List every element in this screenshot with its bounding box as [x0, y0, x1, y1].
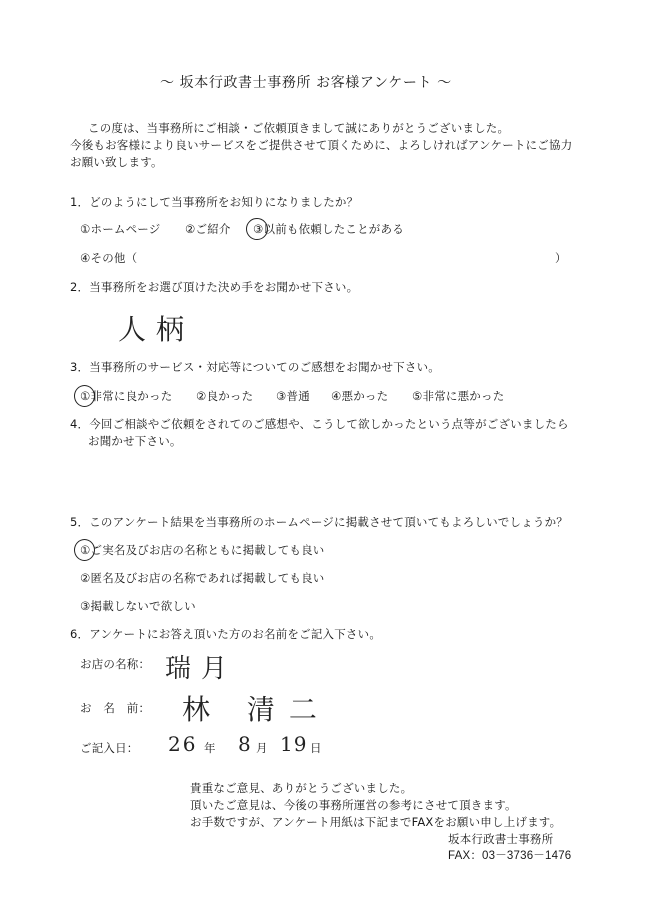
date-day-handwritten: 19 [280, 732, 308, 756]
closing-line-1: 貴重なご意見、ありがとうございました。 [190, 781, 413, 795]
q3-option-1: ①非常に良かった [80, 389, 173, 403]
q1-option-other: ④その他（ [80, 251, 138, 265]
customer-name-handwritten: 林 清二 [182, 693, 331, 726]
intro-line-2: 今後もお客様により良いサービスをご提供させて頂くために、よろしければアンケートにご協力 [70, 138, 573, 152]
q5-option-3: ③掲載しないで欲しい [80, 599, 196, 613]
office-name: 坂本行政書士事務所 [448, 832, 554, 846]
q3-option-3: ③普通 [276, 389, 310, 403]
q5-selected-circle [74, 539, 95, 561]
q3-selected-circle [74, 385, 95, 407]
q5-option-1: ①ご実名及びお店の名称ともに掲載しても良い [80, 543, 325, 557]
q5-option-2: ②匿名及びお店の名称であれば掲載しても良い [80, 571, 325, 585]
q4-question-line-2: お聞かせ下さい。 [88, 434, 182, 448]
date-year-unit: 年 [204, 741, 216, 755]
q6-question: 6．アンケートにお答え頂いた方のお名前をご記入下さい。 [70, 627, 382, 641]
closing-line-3: お手数ですが、アンケート用紙は下記までFAXをお願い申し上げます。 [190, 815, 562, 829]
date-label: ご記入日： [80, 741, 139, 755]
q3-option-4: ④悪かった [331, 389, 389, 403]
customer-name-label: お 名 前： [80, 701, 151, 715]
q1-selected-circle [246, 218, 268, 240]
q2-handwritten-answer: 人柄 [118, 313, 195, 346]
q3-option-5: ⑤非常に悪かった [412, 389, 505, 403]
closing-line-2: 頂いたご意見は、今後の事務所運営の参考にさせて頂きます。 [190, 798, 517, 812]
fax-number: FAX：03－3736－1476 [448, 850, 572, 862]
q1-question: 1．どのようにして当事務所をお知りになりましたか？ [70, 195, 359, 209]
q3-option-2: ②良かった [196, 389, 254, 403]
q1-option-previous: ③以前も依頼したことがある [253, 222, 404, 236]
q4-question-line-1: 4．今回ご相談やご依頼をされてのご感想や、こうして欲しかったという点等がございましたら [70, 417, 569, 431]
q2-question: 2．当事務所をお選び頂けた決め手をお聞かせ下さい。 [70, 280, 359, 294]
date-month-unit: 月 [256, 741, 268, 755]
date-year-handwritten: 26 [168, 732, 198, 756]
intro-line-1: この度は、当事務所にご相談・ご依頼頂きまして誠にありがとうございました。 [88, 121, 510, 135]
q1-option-homepage: ①ホームページ [80, 222, 161, 236]
intro-line-3: お願い致します。 [70, 155, 163, 169]
shop-name-label: お店の名称： [80, 657, 151, 671]
date-month-handwritten: 8 [238, 732, 253, 756]
date-day-unit: 日 [310, 741, 322, 755]
page-title: 〜 坂本行政書士事務所 お客様アンケート 〜 [160, 75, 452, 91]
q1-option-referral: ②ご紹介 [185, 222, 231, 236]
shop-name-handwritten: 瑞月 [165, 654, 238, 684]
q3-question: 3．当事務所のサービス・対応等についてのご感想をお聞かせ下さい。 [70, 360, 440, 374]
q5-question: 5．このアンケート結果を当事務所のホームページに掲載させて頂いてもよろしいでしょうか？ [70, 515, 568, 529]
q1-option-other-close: ） [555, 251, 567, 265]
